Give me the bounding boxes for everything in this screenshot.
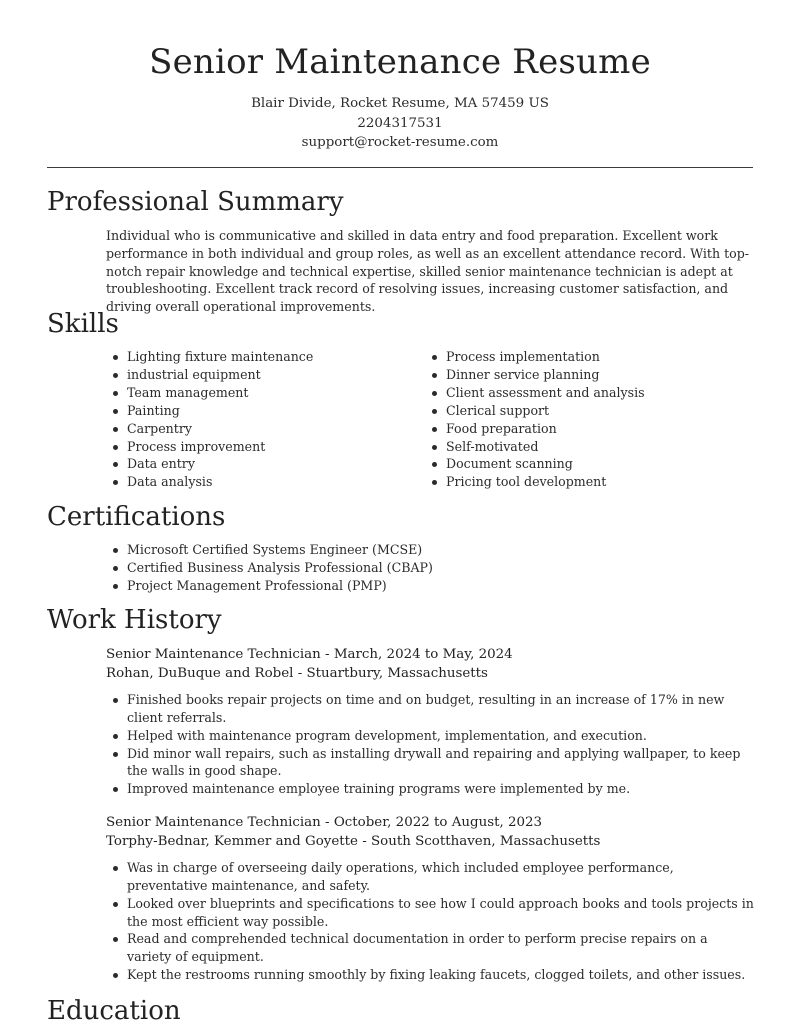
contact-phone: 2204317531 bbox=[357, 115, 443, 131]
job-role-line: Senior Maintenance Technician - October, 2022 to August, 2023 bbox=[106, 815, 543, 830]
job-bullet: Looked over blueprints and specifications to see how I could approach books and tools projects in the most efficient way possible. bbox=[127, 895, 754, 929]
contact-address: Blair Divide, Rocket Resume, MA 57459 US bbox=[251, 96, 549, 111]
skill-item: Document scanning bbox=[446, 455, 726, 473]
skills-list-left bbox=[107, 348, 407, 491]
skill-item: Clerical support bbox=[446, 402, 726, 420]
job-company-line: Torphy-Bednar, Kemmer and Goyette - South Scotthaven, Massachusetts bbox=[106, 834, 601, 850]
skill-item: Self-motivated bbox=[446, 438, 726, 456]
skill-item: Process improvement bbox=[127, 438, 407, 456]
skill-item: Data analysis bbox=[127, 473, 407, 491]
skill-item: Client assessment and analysis bbox=[446, 384, 726, 402]
skill-item: Lighting fixture maintenance bbox=[127, 348, 407, 366]
skills-column-right bbox=[426, 348, 726, 491]
skill-item: Dinner service planning bbox=[446, 366, 726, 384]
job-bullet: Read and comprehended technical documentation in order to perform precise repairs on a variety of equipment. bbox=[127, 930, 754, 966]
job-role-line: Senior Maintenance Technician - March, 2024 to May, 2024 bbox=[106, 647, 513, 662]
certifications-list bbox=[107, 541, 747, 595]
resume-title: Senior Maintenance Resume bbox=[149, 42, 651, 82]
job-bullet: Improved maintenance employee training programs were implemented by me. bbox=[127, 780, 754, 798]
job-bullet: Kept the restrooms running smoothly by fixing leaking faucets, clogged toilets, and other issues. bbox=[127, 966, 754, 984]
job-bullet: Helped with maintenance program development, implementation, and execution. bbox=[127, 727, 754, 745]
section-title-certifications: Certifications bbox=[47, 502, 226, 532]
job-bullet-list bbox=[106, 859, 754, 984]
skill-item: Painting bbox=[127, 402, 407, 420]
certification-item: Project Management Professional (PMP) bbox=[127, 577, 747, 595]
certification-item: Certified Business Analysis Professional (CBAP) bbox=[127, 559, 747, 577]
contact-block bbox=[0, 94, 800, 153]
job-entry bbox=[106, 645, 754, 798]
job-bullet: Finished books repair projects on time and on budget, resulting in an increase of 17% in new client referrals. bbox=[127, 691, 754, 727]
certification-item: Microsoft Certified Systems Engineer (MCSE) bbox=[127, 541, 747, 559]
job-entry bbox=[106, 813, 754, 984]
job-responsibilities bbox=[106, 859, 754, 984]
job-bullet: Did minor wall repairs, such as installing drywall and repairing and applying wallpaper, to keep the walls in good shape. bbox=[127, 745, 754, 781]
skill-item: Carpentry bbox=[127, 420, 407, 438]
skill-item: Team management bbox=[127, 384, 407, 402]
skill-item: Data entry bbox=[127, 455, 407, 473]
section-title-work-history: Work History bbox=[47, 605, 222, 635]
job-company-line: Rohan, DuBuque and Robel - Stuartbury, Massachusetts bbox=[106, 666, 488, 682]
skills-list-right bbox=[426, 348, 726, 491]
section-title-education: Education bbox=[47, 996, 181, 1026]
skill-item: Food preparation bbox=[446, 420, 726, 438]
skill-item: industrial equipment bbox=[127, 366, 407, 384]
job-bullet-list bbox=[106, 691, 754, 798]
job-responsibilities bbox=[106, 691, 754, 798]
job-bullet: Was in charge of overseeing daily operations, which included employee performance, preventative maintenance, and safety. bbox=[127, 859, 754, 895]
section-title-skills: Skills bbox=[47, 309, 119, 339]
skills-column-left bbox=[107, 348, 407, 491]
skill-item: Process implementation bbox=[446, 348, 726, 366]
certifications-block bbox=[107, 541, 747, 595]
section-title-summary: Professional Summary bbox=[47, 187, 344, 217]
skill-item: Pricing tool development bbox=[446, 473, 726, 491]
contact-email: support@rocket-resume.com bbox=[301, 135, 499, 150]
header-divider bbox=[47, 167, 753, 168]
summary-text: Individual who is communicative and skilled in data entry and food preparation. Excellent work performance in both individual and group roles, as well as an excellent attendance record. With top-notch repair knowledge and technical expertise, skilled senior maintenance technician is adept at troubleshooting. Excellent track record of resolving issues, increasing customer satisfaction, and driving overall operational improvements. bbox=[106, 228, 750, 315]
